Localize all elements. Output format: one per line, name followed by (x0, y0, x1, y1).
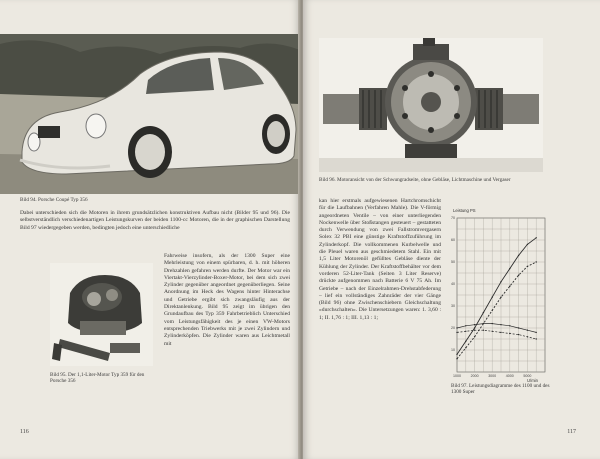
left-page-number: 116 (20, 429, 29, 435)
chart-caption: Bild 97. Leistungsdiagramme des 1100 und des 1300 Super (451, 383, 550, 396)
chart-y-tick-label: 30 (451, 304, 455, 309)
right-page-number: 117 (567, 429, 576, 435)
chart-series-4-line (457, 330, 536, 339)
chart-series-3-point (456, 327, 457, 328)
chart-series-3-point (492, 323, 493, 324)
chart-series-2-line (457, 262, 536, 359)
chart-series-2-point (527, 266, 528, 267)
right-column-text-body: kan hier erstmals aufgewiesenen Hartchromschicht für die Laufbahnen (Verfahren Mahle). Die V-förmig angeordneten Ventile – von einer unterliegenden Nockenwelle über Stoßstangen gesteuert – gestatteten durch Verwendung von zwei Fallstromvergasern Solex 32 PBI eine günstige Kraftstoffzuführung im Zylinderkopf. Die vollkommenen Kurbelwelle und die Pleuel waren aus geschmiedetem Stahl. Ein mit 1,5 Liter Motorenöl gefülltes Gebläse diente der Kühlung der Zylinder. Der Kraftstoffbehälter vor dem vorderen 52-Liter-Tank (Seiten 3 Liter Reserve) drückte aufgenommen nach Batterie 6 V 75 Ah. Im Getriebe – nach der Einzelrahmen-Drehstabfederung – lief ein vollständiges Zahnräder der vier Gänge (Bild 96) ohne Zwischenschiebern Gleichschaltung »durchschalten«. Die Untersetzungen waren: 1. 3,60 : 1; II. 1,76 : 1; III. 1,13 : 1; (319, 198, 441, 321)
chart-y-tick-label: 20 (451, 326, 455, 331)
left-paragraph-1-text: Dabei unterschieden sich die Motoren in ihrem grundsätzlichen konstruktiven Aufbau nicht (Bilder 95 und 96). Die selbstverständlich verschiedenartigen Leistungskurven der beiden 1100-cc Motoren, die in der graphischen Darstellung Bild 97 wiedergegeben werden, bedingten jedoch eine unterschiedliche (20, 210, 290, 231)
chart-series-2-point (474, 336, 475, 337)
chart-series-3-point (509, 325, 510, 326)
chart-y-tick-label: 50 (451, 260, 455, 265)
chart-series-1-point (492, 297, 493, 298)
left-paragraph-1 (20, 210, 290, 232)
chart-series-3-point (465, 325, 466, 326)
chart-series-4-point (527, 336, 528, 337)
chart-series-4-point (492, 331, 493, 332)
chart-series-4-point (456, 332, 457, 333)
chart-series-3-point (527, 330, 528, 331)
chart-series-1-point (509, 268, 510, 269)
chart-series-3-point (483, 323, 484, 324)
left-paragraph-2 (164, 253, 290, 348)
chart-series-2-point (456, 358, 457, 359)
chart-series-4-point (465, 331, 466, 332)
porsche-coupe-photo (0, 34, 300, 194)
engine-photo-small (50, 263, 153, 366)
chart-y-tick-label: 40 (451, 282, 455, 287)
chart-series-1-point (518, 255, 519, 256)
chart-series-1-point (474, 327, 475, 328)
chart-series-2-point (465, 347, 466, 348)
chart-series-3-point (500, 324, 501, 325)
chart-series-2-point (509, 286, 510, 287)
engine-flywheel-photo (319, 38, 543, 172)
chart-series-4-point (500, 332, 501, 333)
chart-x-tick-label: 4000 (505, 374, 514, 378)
chart-series-2-point (492, 310, 493, 311)
chart-series-1-point (456, 354, 457, 355)
chart-series-4-point (509, 333, 510, 334)
chart-series-1-point (536, 237, 537, 238)
chart-series-2-point (536, 261, 537, 262)
left-paragraph-2-text: Fahrweise insofern, als der 1300 Super eine Mehrleistung von einem spürbaren, d. h. mit höheren Drehzahlen gefahren werden durfte. Der Motor war ein Viertakt-Vierzylinder-Boxer-Motor, bei dem sich zwei Zylinder gegenüber angeordnet gegenüberliegen. Seine Anordnung im Heck des Wagens hinter Hinterachse und Getriebe ergibt sich zwangsläufig aus der Direktanlenkung. Bild 95 zeigt im übrigen den Grundaufbau des Typ 359 Fahrbetrieblich Unterschied vom Leistungsfähigkeit des je einen VW-Motors entsprechenden Triebwerks mit je zwei Zylindern und Zylinderköpfen. Die Zylinder waren aus Leichtmetall mit (164, 253, 290, 347)
right-page (303, 0, 600, 459)
chart-series-4-point (518, 334, 519, 335)
chart-series-1-line (457, 238, 536, 355)
chart-series-3-point (536, 332, 537, 333)
chart-series-2-point (500, 297, 501, 298)
chart-x-tick-label: 1000 (453, 374, 461, 378)
chart-x-tick-label: 3000 (488, 374, 497, 378)
chart-series-4-point (483, 330, 484, 331)
chart-x-tick-label: 2000 (470, 374, 479, 378)
power-curve-svg (445, 206, 551, 384)
chart-series-4-point (474, 330, 475, 331)
car-photo-caption: Bild 94. Porsche Coupé Typ 356 (20, 197, 88, 203)
chart-series-1-point (465, 341, 466, 342)
engine-photo-small-caption: Bild 95. Der 1,1-Liter-Motor Typ 359 für den Porsche 356 (50, 372, 145, 385)
chart-ylabel: Leistung PS (453, 208, 476, 213)
chart-series-4-point (536, 338, 537, 339)
chart-series-3-point (474, 324, 475, 325)
engine-flywheel-caption: Bild 96. Motoransicht von der Schwungradseite, ohne Gebläse, Lichtmaschine und Vergaser (319, 177, 511, 183)
chart-series-1-point (500, 281, 501, 282)
chart-x-tick-label: 5000 (523, 374, 532, 378)
chart-series-3-point (518, 327, 519, 328)
chart-series-1-point (527, 244, 528, 245)
chart-xlabel: U/min (527, 378, 538, 383)
chart-series-2-point (518, 275, 519, 276)
chart-series-1-point (483, 312, 484, 313)
power-curve-chart (445, 206, 551, 384)
right-column-text (319, 198, 441, 322)
chart-y-tick-label: 70 (451, 216, 455, 221)
chart-y-tick-label: 60 (451, 238, 455, 243)
chart-y-tick-label: 10 (451, 348, 455, 353)
